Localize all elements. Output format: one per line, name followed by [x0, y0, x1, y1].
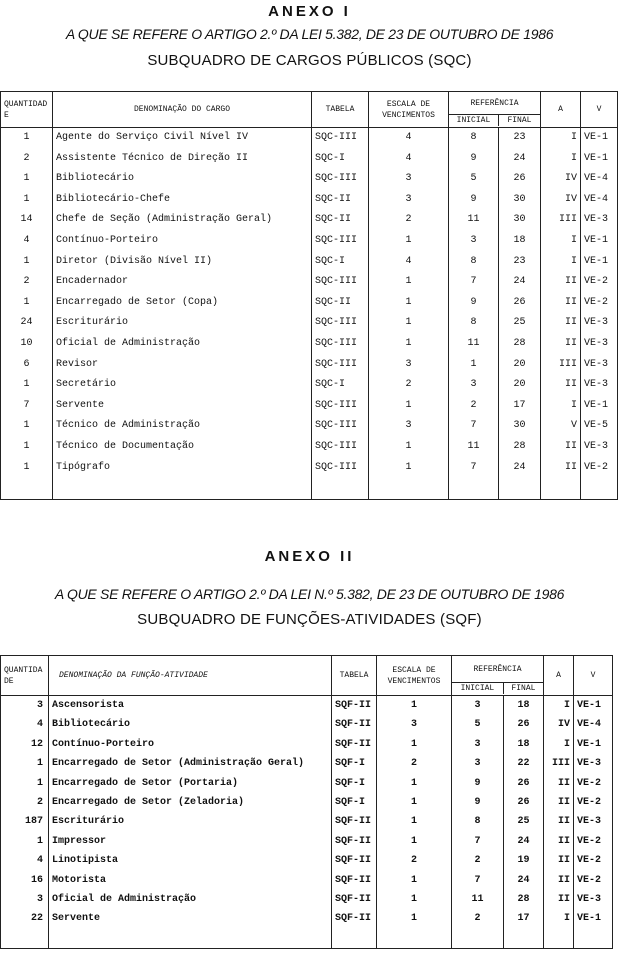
annex1-table-header [1, 92, 618, 128]
cell-escala: 3 [369, 190, 449, 211]
cell-referencia-final: 30 [499, 190, 541, 211]
cell-denominacao: Encadernador [53, 272, 312, 293]
cell-v: VE-2 [574, 774, 613, 793]
cell-referencia-final: 19 [504, 851, 544, 870]
cell-referencia-final: 24 [499, 272, 541, 293]
col-header-escala: ESCALA DE VENCIMENTOS [377, 656, 452, 696]
cell-tabela: SQF-II [332, 871, 377, 890]
cell-denominacao: Servente [49, 909, 332, 928]
table-row [1, 735, 613, 754]
table-row [1, 909, 613, 928]
cell-referencia-inicial: 8 [449, 313, 499, 334]
cell-a: I [541, 252, 581, 273]
cell-v: VE-4 [581, 169, 618, 190]
cell-quantidade: 1 [1, 375, 53, 396]
cell-tabela: SQC-II [312, 190, 369, 211]
cell-referencia-inicial: 8 [449, 128, 499, 149]
cell-tabela: SQC-I [312, 149, 369, 170]
cell-denominacao: Encarregado de Setor (Copa) [53, 293, 312, 314]
cell-quantidade: 1 [1, 128, 53, 149]
cell-tabela: SQF-II [332, 696, 377, 716]
cell-tabela: SQC-I [312, 252, 369, 273]
table-row [1, 832, 613, 851]
cell-denominacao: Encarregado de Setor (Portaria) [49, 774, 332, 793]
cell-referencia-final: 18 [504, 696, 544, 716]
cell-v: VE-3 [581, 355, 618, 376]
cell-escala: 3 [369, 416, 449, 437]
cell-referencia-final: 26 [504, 774, 544, 793]
cell-denominacao: Ascensorista [49, 696, 332, 716]
cell-referencia-inicial: 8 [452, 812, 504, 831]
cell-quantidade: 1 [1, 169, 53, 190]
table-row [1, 313, 618, 334]
cell-quantidade: 16 [1, 871, 49, 890]
cell-tabela: SQF-II [332, 851, 377, 870]
cell-v: VE-3 [581, 210, 618, 231]
cell-a: I [544, 696, 574, 716]
cell-v: VE-1 [581, 396, 618, 417]
cell-quantidade: 2 [1, 149, 53, 170]
cell-referencia-inicial: 5 [452, 715, 504, 734]
cell-referencia-inicial: 8 [449, 252, 499, 273]
table-row [1, 293, 618, 314]
table-row [1, 437, 618, 458]
cell-referencia-inicial: 7 [449, 416, 499, 437]
cell-quantidade: 1 [1, 754, 49, 773]
table-row [1, 871, 613, 890]
table-row [1, 416, 618, 437]
cell-escala: 1 [369, 458, 449, 479]
table-row [1, 754, 613, 773]
cell-referencia-final: 20 [499, 355, 541, 376]
cell-denominacao: Agente do Serviço Civil Nível IV [53, 128, 312, 149]
cell-referencia-final: 24 [499, 458, 541, 479]
cell-a: II [541, 272, 581, 293]
cell-denominacao: Escriturário [53, 313, 312, 334]
cell-a: III [544, 754, 574, 773]
cell-v: VE-2 [574, 793, 613, 812]
cell-quantidade: 3 [1, 890, 49, 909]
cell-escala: 1 [377, 793, 452, 812]
cell-referencia-inicial: 9 [452, 774, 504, 793]
cell-a: III [541, 210, 581, 231]
cell-quantidade: 7 [1, 396, 53, 417]
cell-quantidade: 1 [1, 832, 49, 851]
cell-escala: 4 [369, 149, 449, 170]
table-row [1, 272, 618, 293]
cell-referencia-final: 17 [504, 909, 544, 928]
cell-v: VE-4 [581, 190, 618, 211]
cell-a: II [544, 890, 574, 909]
cell-tabela: SQC-III [312, 396, 369, 417]
table-row [1, 334, 618, 355]
cell-referencia-final: 28 [504, 890, 544, 909]
cell-quantidade: 1 [1, 190, 53, 211]
cell-quantidade: 24 [1, 313, 53, 334]
cell-a: II [544, 851, 574, 870]
table-row [1, 458, 618, 479]
cell-v: VE-3 [574, 890, 613, 909]
cell-referencia-inicial: 11 [449, 334, 499, 355]
cell-quantidade: 6 [1, 355, 53, 376]
cell-a: I [544, 909, 574, 928]
cell-v: VE-3 [581, 334, 618, 355]
cell-a: II [544, 774, 574, 793]
col-header-quantidade: QUANTIDADE [1, 92, 53, 128]
cell-escala: 1 [369, 231, 449, 252]
cell-v: VE-2 [581, 293, 618, 314]
cell-v: VE-1 [581, 252, 618, 273]
cell-escala: 3 [369, 169, 449, 190]
col-header-denominacao: DENOMINAÇÃO DO CARGO [53, 92, 312, 128]
col-header-tabela: TABELA [312, 92, 369, 128]
cell-escala: 1 [369, 272, 449, 293]
cell-a: II [541, 437, 581, 458]
cell-v: VE-1 [574, 735, 613, 754]
cell-quantidade: 2 [1, 272, 53, 293]
cell-referencia-inicial: 3 [449, 375, 499, 396]
cell-referencia-inicial: 2 [449, 396, 499, 417]
cell-referencia-inicial: 7 [452, 871, 504, 890]
cell-v: VE-1 [574, 909, 613, 928]
table-row [1, 231, 618, 252]
cell-denominacao: Técnico de Administração [53, 416, 312, 437]
cell-escala: 4 [369, 128, 449, 149]
table-row [1, 774, 613, 793]
cell-v: VE-3 [574, 754, 613, 773]
cell-denominacao: Tipógrafo [53, 458, 312, 479]
annex2-table [0, 655, 613, 949]
cell-tabela: SQC-III [312, 355, 369, 376]
cell-a: I [541, 149, 581, 170]
cell-escala: 2 [369, 210, 449, 231]
cell-a: II [541, 334, 581, 355]
col-header-inicial: INICIAL [449, 114, 499, 126]
cell-denominacao: Técnico de Documentação [53, 437, 312, 458]
cell-referencia-inicial: 11 [449, 437, 499, 458]
cell-a: I [541, 128, 581, 149]
cell-escala: 1 [369, 293, 449, 314]
cell-quantidade: 1 [1, 437, 53, 458]
cell-denominacao: Oficial de Administração [49, 890, 332, 909]
cell-v: VE-3 [574, 812, 613, 831]
cell-referencia-inicial: 7 [449, 272, 499, 293]
cell-tabela: SQF-I [332, 793, 377, 812]
cell-a: II [541, 313, 581, 334]
cell-tabela: SQF-II [332, 812, 377, 831]
table-row [1, 812, 613, 831]
cell-v: VE-2 [581, 458, 618, 479]
cell-a: II [544, 793, 574, 812]
col-header-v: V [574, 656, 613, 696]
cell-referencia-final: 30 [499, 416, 541, 437]
cell-tabela: SQC-III [312, 169, 369, 190]
cell-quantidade: 187 [1, 812, 49, 831]
cell-v: VE-3 [581, 313, 618, 334]
cell-referencia-final: 18 [499, 231, 541, 252]
cell-quantidade: 12 [1, 735, 49, 754]
table-row [1, 890, 613, 909]
cell-a: II [544, 812, 574, 831]
cell-tabela: SQC-III [312, 231, 369, 252]
annex1-table [0, 91, 618, 500]
cell-referencia-final: 25 [499, 313, 541, 334]
cell-v: VE-1 [574, 696, 613, 716]
cell-quantidade: 3 [1, 696, 49, 716]
annex1-subtitle: A QUE SE REFERE O ARTIGO 2.º DA LEI 5.382, DE 23 DE OUTUBRO DE 1986 [65, 26, 554, 42]
cell-a: IV [541, 190, 581, 211]
cell-tabela: SQC-III [312, 313, 369, 334]
cell-escala: 2 [369, 375, 449, 396]
cell-a: II [541, 375, 581, 396]
annex2-table-header [1, 656, 613, 696]
cell-escala: 1 [377, 909, 452, 928]
cell-escala: 1 [377, 890, 452, 909]
cell-quantidade: 10 [1, 334, 53, 355]
cell-escala: 1 [369, 334, 449, 355]
table-row [1, 375, 618, 396]
cell-referencia-inicial: 3 [452, 754, 504, 773]
cell-tabela: SQF-II [332, 909, 377, 928]
cell-referencia-inicial: 5 [449, 169, 499, 190]
cell-denominacao: Bibliotecário [53, 169, 312, 190]
cell-referencia-inicial: 3 [452, 735, 504, 754]
cell-denominacao: Revisor [53, 355, 312, 376]
cell-referencia-final: 23 [499, 128, 541, 149]
cell-referencia-inicial: 9 [449, 293, 499, 314]
col-header-inicial: INICIAL [452, 682, 504, 694]
cell-denominacao: Linotipista [49, 851, 332, 870]
cell-quantidade: 4 [1, 715, 49, 734]
cell-v: VE-1 [581, 149, 618, 170]
annex2-table-title: SUBQUADRO DE FUNÇÕES-ATIVIDADES (SQF) [137, 611, 482, 628]
cell-tabela: SQC-I [312, 375, 369, 396]
cell-a: II [544, 871, 574, 890]
cell-a: V [541, 416, 581, 437]
cell-tabela: SQC-III [312, 272, 369, 293]
cell-a: IV [544, 715, 574, 734]
cell-referencia-final: 30 [499, 210, 541, 231]
table-filler-row [1, 929, 613, 949]
col-header-final: FINAL [499, 114, 540, 126]
cell-referencia-final: 26 [499, 169, 541, 190]
cell-escala: 1 [377, 812, 452, 831]
table-filler-row [1, 478, 618, 499]
cell-tabela: SQF-I [332, 774, 377, 793]
cell-a: I [541, 396, 581, 417]
cell-v: VE-2 [574, 832, 613, 851]
cell-denominacao: Oficial de Administração [53, 334, 312, 355]
cell-a: II [541, 293, 581, 314]
cell-escala: 1 [377, 735, 452, 754]
annex2-title: ANEXO II [264, 548, 355, 565]
cell-tabela: SQC-III [312, 334, 369, 355]
annex1-table-title: SUBQUADRO DE CARGOS PÚBLICOS (SQC) [147, 52, 472, 69]
cell-referencia-final: 26 [504, 793, 544, 812]
cell-denominacao: Encarregado de Setor (Zeladoria) [49, 793, 332, 812]
cell-a: III [541, 355, 581, 376]
cell-referencia-inicial: 7 [449, 458, 499, 479]
col-header-referencia-label: REFERÊNCIA [473, 664, 522, 674]
cell-referencia-final: 17 [499, 396, 541, 417]
cell-referencia-final: 20 [499, 375, 541, 396]
col-header-quantidade: QUANTIDADE [1, 656, 49, 696]
cell-tabela: SQC-III [312, 128, 369, 149]
cell-denominacao: Servente [53, 396, 312, 417]
cell-referencia-final: 28 [499, 437, 541, 458]
cell-escala: 1 [369, 313, 449, 334]
cell-referencia-final: 18 [504, 735, 544, 754]
cell-referencia-inicial: 11 [449, 210, 499, 231]
table-row [1, 128, 618, 149]
cell-escala: 1 [377, 832, 452, 851]
cell-quantidade: 1 [1, 252, 53, 273]
cell-v: VE-4 [574, 715, 613, 734]
cell-denominacao: Assistente Técnico de Direção II [53, 149, 312, 170]
cell-referencia-final: 24 [504, 832, 544, 851]
cell-referencia-inicial: 1 [449, 355, 499, 376]
cell-tabela: SQF-I [332, 754, 377, 773]
cell-v: VE-2 [574, 871, 613, 890]
cell-referencia-inicial: 7 [452, 832, 504, 851]
table-row [1, 210, 618, 231]
cell-quantidade: 1 [1, 293, 53, 314]
cell-quantidade: 4 [1, 231, 53, 252]
annex2-table-body [1, 696, 613, 949]
cell-quantidade: 1 [1, 458, 53, 479]
cell-tabela: SQF-II [332, 890, 377, 909]
cell-referencia-inicial: 2 [452, 851, 504, 870]
cell-referencia-final: 26 [504, 715, 544, 734]
cell-referencia-inicial: 3 [449, 231, 499, 252]
cell-denominacao: Encarregado de Setor (Administração Geral) [49, 754, 332, 773]
cell-tabela: SQC-III [312, 437, 369, 458]
col-header-a: A [544, 656, 574, 696]
cell-v: VE-2 [574, 851, 613, 870]
table-row [1, 252, 618, 273]
cell-quantidade: 1 [1, 416, 53, 437]
cell-tabela: SQC-III [312, 458, 369, 479]
cell-denominacao: Bibliotecário [49, 715, 332, 734]
table-row [1, 851, 613, 870]
cell-escala: 3 [369, 355, 449, 376]
cell-v: VE-1 [581, 128, 618, 149]
annex2-subtitle: A QUE SE REFERE O ARTIGO 2.º DA LEI N.º 5.382, DE 23 DE OUTUBRO DE 1986 [54, 586, 565, 602]
cell-denominacao: Contínuo-Porteiro [49, 735, 332, 754]
col-header-referencia [449, 92, 541, 128]
cell-v: VE-1 [581, 231, 618, 252]
col-header-v: V [581, 92, 618, 128]
cell-escala: 2 [377, 754, 452, 773]
cell-quantidade: 1 [1, 774, 49, 793]
cell-v: VE-2 [581, 272, 618, 293]
table-row [1, 696, 613, 716]
cell-referencia-final: 24 [504, 871, 544, 890]
cell-referencia-inicial: 3 [452, 696, 504, 716]
cell-v: VE-3 [581, 375, 618, 396]
cell-denominacao: Impressor [49, 832, 332, 851]
cell-v: VE-5 [581, 416, 618, 437]
cell-referencia-final: 25 [504, 812, 544, 831]
cell-a: II [544, 832, 574, 851]
cell-denominacao: Contínuo-Porteiro [53, 231, 312, 252]
cell-escala: 2 [377, 851, 452, 870]
cell-escala: 1 [377, 696, 452, 716]
cell-tabela: SQC-II [312, 210, 369, 231]
cell-escala: 1 [369, 396, 449, 417]
annex1-table-body [1, 128, 618, 500]
cell-tabela: SQF-II [332, 715, 377, 734]
table-row [1, 715, 613, 734]
cell-denominacao: Chefe de Seção (Administração Geral) [53, 210, 312, 231]
cell-referencia-inicial: 9 [452, 793, 504, 812]
cell-referencia-final: 28 [499, 334, 541, 355]
col-header-a: A [541, 92, 581, 128]
cell-tabela: SQF-II [332, 735, 377, 754]
cell-tabela: SQF-II [332, 832, 377, 851]
cell-a: I [541, 231, 581, 252]
col-header-referencia [452, 656, 544, 696]
col-header-denominacao: DENOMINAÇÃO DA FUNÇÃO-ATIVIDADE [49, 656, 332, 696]
cell-a: IV [541, 169, 581, 190]
cell-denominacao: Diretor (Divisão Nível II) [53, 252, 312, 273]
cell-tabela: SQC-II [312, 293, 369, 314]
col-header-final: FINAL [504, 682, 543, 694]
cell-referencia-final: 23 [499, 252, 541, 273]
cell-denominacao: Bibliotecário-Chefe [53, 190, 312, 211]
col-header-escala: ESCALA DE VENCIMENTOS [369, 92, 449, 128]
cell-escala: 4 [369, 252, 449, 273]
cell-quantidade: 22 [1, 909, 49, 928]
cell-referencia-final: 24 [499, 149, 541, 170]
cell-referencia-inicial: 2 [452, 909, 504, 928]
table-row [1, 396, 618, 417]
table-row [1, 190, 618, 211]
col-header-referencia-label: REFERÊNCIA [470, 98, 519, 108]
table-row [1, 149, 618, 170]
cell-quantidade: 4 [1, 851, 49, 870]
cell-v: VE-3 [581, 437, 618, 458]
cell-escala: 3 [377, 715, 452, 734]
cell-denominacao: Secretário [53, 375, 312, 396]
cell-quantidade: 2 [1, 793, 49, 812]
cell-escala: 1 [377, 774, 452, 793]
cell-referencia-inicial: 9 [449, 149, 499, 170]
cell-a: II [541, 458, 581, 479]
cell-escala: 1 [377, 871, 452, 890]
cell-tabela: SQC-III [312, 416, 369, 437]
col-header-tabela: TABELA [332, 656, 377, 696]
annex1-title: ANEXO I [268, 3, 351, 20]
cell-referencia-final: 22 [504, 754, 544, 773]
cell-denominacao: Escriturário [49, 812, 332, 831]
cell-quantidade: 14 [1, 210, 53, 231]
cell-denominacao: Motorista [49, 871, 332, 890]
cell-a: I [544, 735, 574, 754]
table-row [1, 793, 613, 812]
cell-referencia-final: 26 [499, 293, 541, 314]
cell-escala: 1 [369, 437, 449, 458]
table-row [1, 169, 618, 190]
cell-referencia-inicial: 9 [449, 190, 499, 211]
table-row [1, 355, 618, 376]
cell-referencia-inicial: 11 [452, 890, 504, 909]
